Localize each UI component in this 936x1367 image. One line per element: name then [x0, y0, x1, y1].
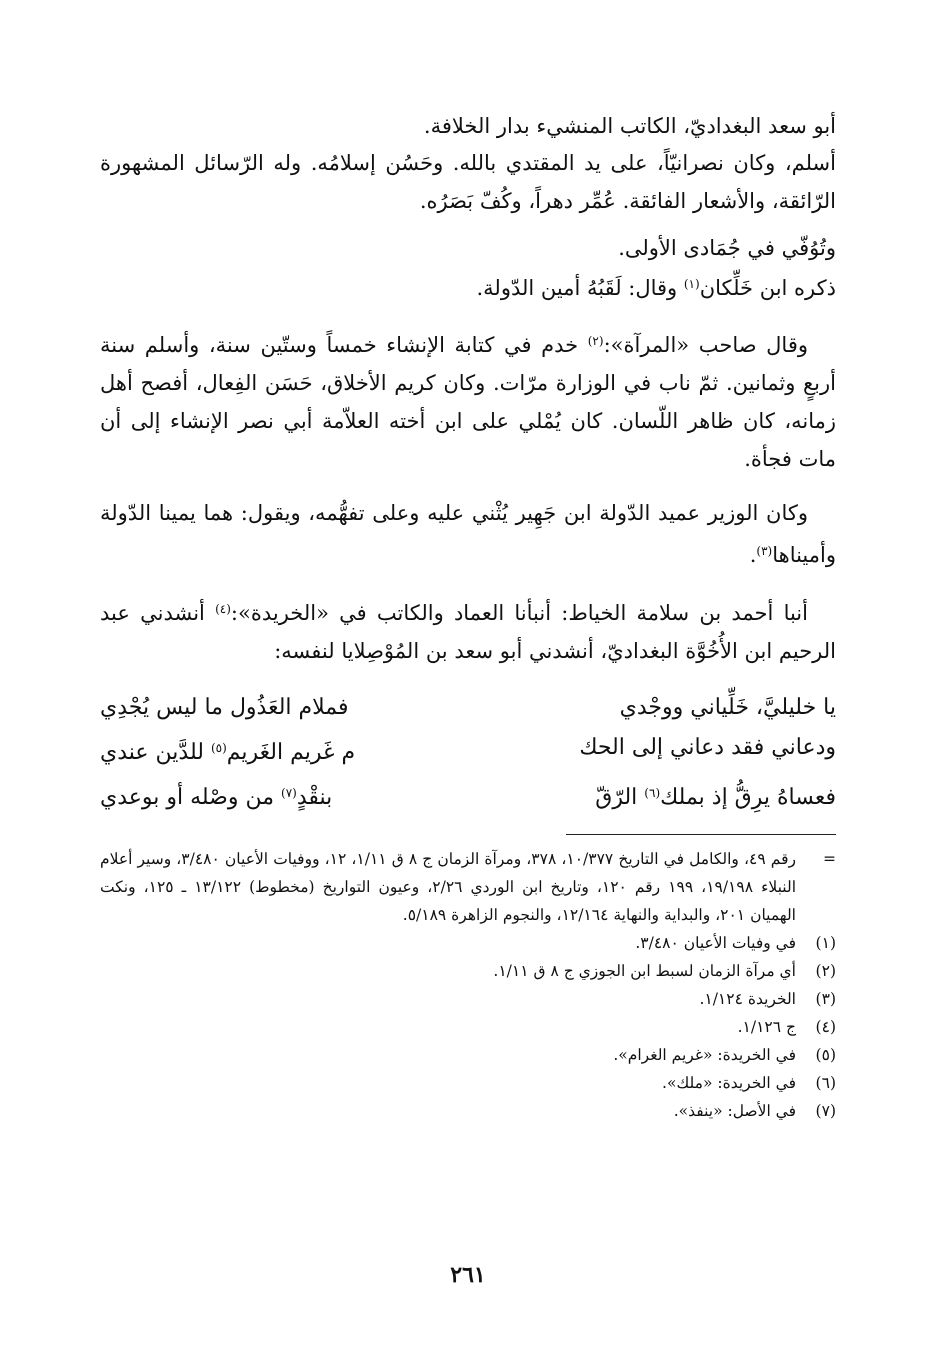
footnote-item [100, 1069, 836, 1097]
ibn-khallikan-line [100, 266, 836, 306]
mirror-paragraph [100, 322, 836, 478]
footnote-ref-2: (٢) [587, 334, 604, 348]
footnote-text: ج ١/١٢٦. [737, 1018, 796, 1036]
poem-verse [100, 688, 836, 728]
verse-2-second-text-b: للدَّين عندي [100, 740, 211, 765]
page-number: ٢٦١ [450, 1262, 486, 1288]
continuation-text: رقم ٤٩، والكامل في التاريخ ١٠/٣٧٧، ٣٧٨، ومرآة الزمان ج ٨ ق ١/١١، ١٢، ووفيات الأعيان ٣/٤٨٠، وسير أعلام النبلاء ١٩/١٩٨، ١٩٩ رقم ١٢٠، وتاريخ ابن الوردي ٢/٢٦، وعيون التواريخ (مخطوط) ١٣/١٢٢ ـ ١٢٥، ونكت الهميان ٢٠١، والبداية والنهاية ١٢/١٦٤، والنجوم الزاهرة ٥/١٨٩. [100, 850, 796, 924]
poem [100, 688, 836, 818]
footnote-number: (٥) [815, 1046, 836, 1064]
verse-1-first-hemistich: يا خليليَّ، خَلِّياني ووجْدي [619, 695, 836, 720]
footnote-ref-1: (١) [683, 277, 700, 291]
continuation-mark: = [823, 850, 836, 868]
footnote-text: في الخريدة: «ملك». [662, 1074, 796, 1092]
mirror-text-a: وقال صاحب «المرآة»: [603, 333, 808, 357]
vizier-paragraph [100, 494, 836, 574]
footnotes [100, 845, 836, 1125]
footnote-text: في وفيات الأعيان ٣/٤٨٠. [635, 934, 796, 952]
verse-3-first-text-a: فعساهُ يرِقُّ إذ بملك [660, 785, 836, 810]
mirror-text-b: خدم في كتابة الإنشاء خمساً وستّين سنة، وأسلم سنة أربعٍ وثمانين. ثمّ ناب في الوزارة مرّات. وكان كريم الأخلاق، حَسَن الفِعال، أفصح أهل زمانه، كان ظاهر اللّسان. كان يُمْلي على ابن أخته العلاّمة أبي نصر الإنشاء إلى أن مات فجأة. [100, 333, 836, 471]
kharida-text-a: أنبا أحمد بن سلامة الخياط: أنبأنا العماد والكاتب في «الخريدة»: [230, 601, 808, 625]
kharida-text-b: أنشدني عبد الرحيم ابن الأُخُوَّة البغداديّ، أنشدني أبو سعد بن المُوْصِلايا لنفسه: [100, 601, 836, 663]
footnote-ref-3: (٣) [756, 544, 773, 558]
footnote-text: الخريدة ١/١٢٤. [699, 990, 796, 1008]
footnote-divider [566, 834, 836, 835]
footnote-ref-4: (٤) [215, 602, 231, 616]
poem-verse [100, 728, 836, 773]
footnote-ref-7: (٧) [281, 786, 297, 800]
footnote-number: (٢) [815, 962, 836, 980]
verse-2-second-hemistich [100, 728, 440, 773]
death-line: وتُوُفّي في جُمَادى الأولى. [618, 236, 836, 260]
footnote-item [100, 1013, 836, 1041]
intro-title-line: أبو سعد البغداديّ، الكاتب المنشيء بدار الخلافة. [423, 114, 836, 138]
footnote-item [100, 957, 836, 985]
vizier-text-b: . [749, 543, 757, 567]
kharida-paragraph [100, 590, 836, 670]
footnote-text: أي مرآة الزمان لسبط ابن الجوزي ج ٨ ق ١/١١. [493, 962, 796, 980]
verse-2-first-hemistich: ودعاني فقد دعاني إلى الحك [579, 735, 836, 760]
ibn-khallikan-text-a: ذكره ابن خَلِّكان [699, 276, 836, 300]
ibn-khallikan-text-b: وقال: لَقَبُهُ أمين الدّولة. [476, 276, 684, 300]
footnote-number: (٦) [815, 1074, 836, 1092]
verse-3-first-text-b: الرّقّ [595, 785, 645, 810]
footnote-item [100, 1097, 836, 1125]
footnote-item [100, 929, 836, 957]
footnote-number: (٣) [815, 990, 836, 1008]
footnote-text: في الخريدة: «غريم الغرام». [613, 1046, 796, 1064]
verse-3-second-text-b: من وصْله أو بوعدي [100, 785, 282, 810]
footnote-item [100, 985, 836, 1013]
footnote-number: (٤) [815, 1018, 836, 1036]
footnote-number: (٧) [815, 1102, 836, 1120]
intro-conversion-paragraph: أسلم، وكان نصرانيّاً، على يد المقتدي بالله. وحَسُن إسلامُه. وله الرّسائل المشهورة الرّائقة، والأشعار الفائقة. عُمِّر دهراً، وكُفّ بَصَرُه. [100, 151, 836, 213]
verse-3-first-hemistich [496, 773, 836, 818]
footnote-ref-5: (٥) [210, 741, 227, 755]
footnote-text: في الأصل: «ينفذ». [673, 1102, 796, 1120]
vizier-text-a: وكان الوزير عميد الدّولة ابن جَهِير يُثْني عليه وعلى تفهُّمه، ويقول: هما يمينا الدّولة وأميناها [100, 501, 836, 567]
footnote-ref-6: (٦) [644, 786, 661, 800]
poem-verse [100, 773, 836, 818]
footnote-continuation [100, 845, 836, 929]
verse-3-second-text-a: بنقْدٍ [296, 785, 333, 810]
footnote-item [100, 1041, 836, 1069]
verse-3-second-hemistich [100, 773, 440, 818]
page-body [100, 108, 836, 1125]
footnote-number: (١) [815, 934, 836, 952]
verse-2-second-text-a: م غَريم الغَريم [226, 740, 356, 765]
verse-1-second-hemistich: فملام العَذُول ما ليس يُجْدِي [100, 695, 349, 720]
